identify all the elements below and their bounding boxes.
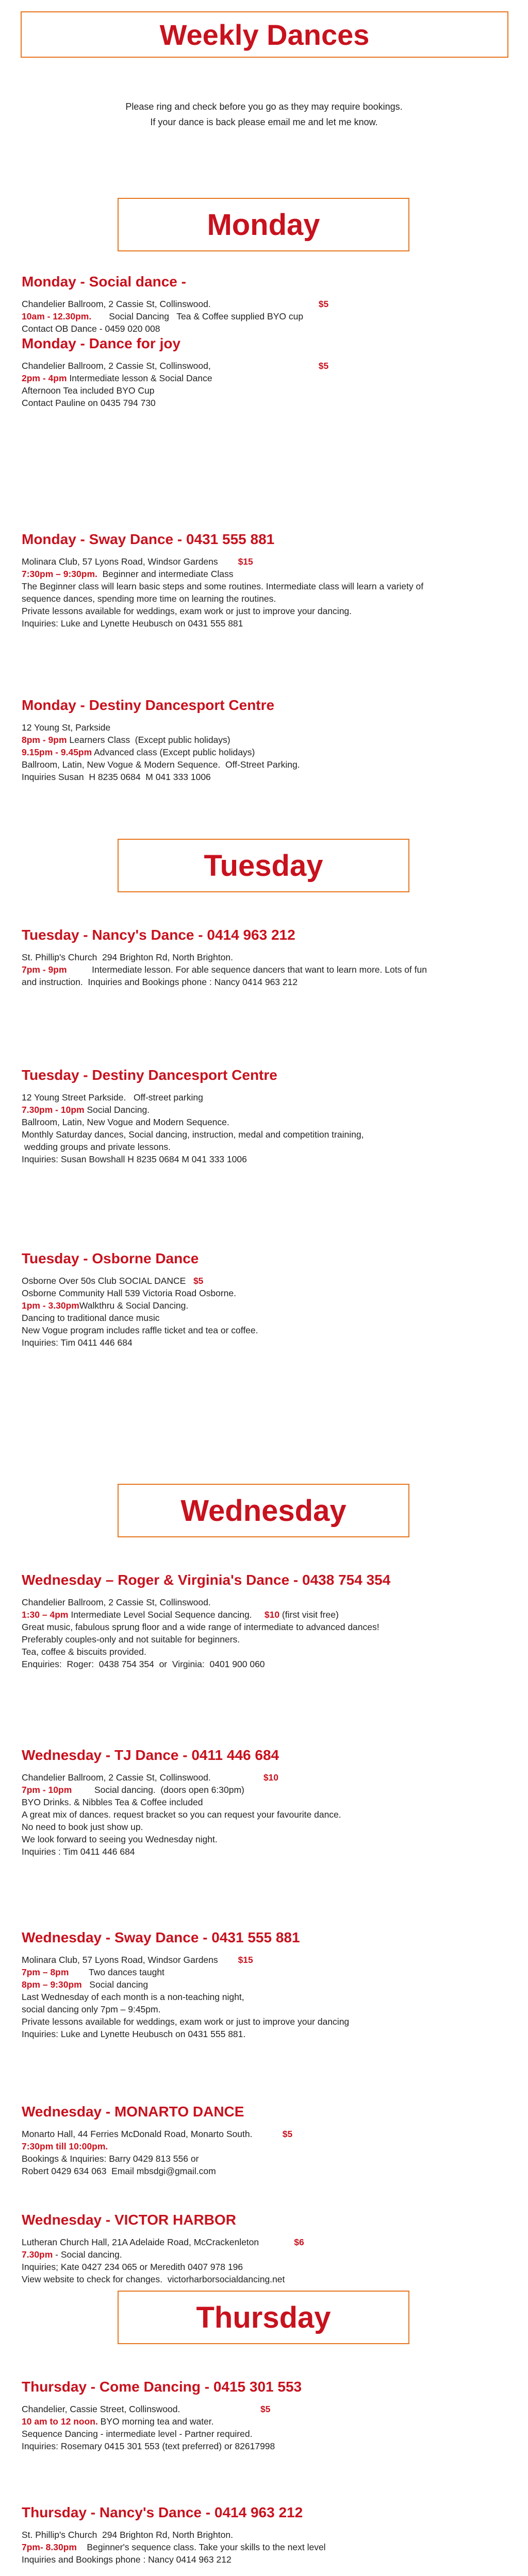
dance-detail-line [22, 721, 517, 734]
detail-text: Inquiries: Susan Bowshall H 8235 0684 M 041 333 1006 [22, 1154, 247, 1164]
detail-text: We look forward to seeing you Wednesday night. [22, 1834, 218, 1844]
detail-text: Monarto Hall, 44 Ferries McDonald Road, Monarto South. [22, 2129, 283, 2139]
highlight-text: $15 [238, 556, 253, 567]
highlight-text: $5 [260, 2404, 271, 2414]
highlight-text: 9.15pm - 9.45pm [22, 747, 92, 757]
dance-entry [22, 2211, 517, 2285]
dance-detail-line [22, 2003, 517, 2015]
dance-detail-line [22, 2128, 517, 2140]
highlight-text: 10am - 12.30pm. [22, 311, 92, 321]
dance-detail-line [22, 2428, 517, 2440]
dance-detail-line [22, 1966, 517, 1978]
highlight-text: 7pm – 8pm [22, 1967, 69, 1977]
dance-detail-line [22, 1141, 517, 1153]
dance-detail-line [22, 1621, 517, 1633]
day-heading: Thursday [196, 2300, 331, 2334]
dance-detail-line [22, 298, 517, 310]
detail-text: Inquiries : Tim 0411 446 684 [22, 1846, 135, 1857]
highlight-text: 7pm - 10pm [22, 1785, 72, 1795]
dance-detail-line [22, 2403, 517, 2415]
detail-text: Ballroom, Latin, New Vogue & Modern Sequence. Off-Street Parking. [22, 759, 300, 770]
dance-title: Monday - Dance for joy [22, 335, 181, 351]
detail-text: Great music, fabulous sprung floor and a wide range of intermediate to advanced dances! [22, 1622, 380, 1632]
dance-title: Tuesday - Osborne Dance [22, 1250, 199, 1266]
highlight-text: $5 [193, 1276, 204, 1286]
intro-text [0, 99, 528, 130]
dance-entry [22, 1066, 517, 1165]
dance-detail-line [22, 605, 517, 617]
detail-text: Social Dancing. [84, 1105, 150, 1115]
dance-detail-line [22, 1845, 517, 1858]
dance-detail-line [22, 592, 517, 605]
dance-detail-line [22, 951, 517, 963]
detail-text: Two dances taught [69, 1967, 164, 1977]
detail-text: View website to check for changes. victorharborsocialdancing.net [22, 2274, 285, 2284]
day-heading: Wednesday [180, 1494, 346, 1528]
detail-text: Molinara Club, 57 Lyons Road, Windsor Gardens [22, 1955, 238, 1965]
dance-detail-line [22, 323, 517, 335]
detail-text: Robert 0429 634 063 Email mbsdgi@gmail.com [22, 2166, 216, 2176]
dance-detail-line [22, 2529, 517, 2541]
dance-detail-line [22, 2440, 517, 2452]
highlight-text: 10 am to 12 noon. [22, 2416, 98, 2427]
highlight-text: $6 [294, 2237, 304, 2247]
dance-detail-line [22, 734, 517, 746]
detail-text: New Vogue program includes raffle ticket and tea or coffee. [22, 1325, 258, 1335]
dance-detail-line [22, 1808, 517, 1821]
dance-entry [22, 2378, 517, 2452]
detail-text: BYO morning tea and water. [97, 2416, 214, 2427]
dance-detail-line [22, 384, 517, 397]
detail-text: Bookings & Inquiries: Barry 0429 813 556 or [22, 2154, 199, 2164]
dance-detail-line [22, 397, 517, 409]
highlight-text: 1:30 – 4pm [22, 1609, 69, 1620]
dance-detail-line [22, 1978, 517, 1991]
dance-entry [22, 273, 517, 335]
detail-text: Contact Pauline on 0435 794 730 [22, 398, 156, 408]
day-banner-thursday [118, 2291, 409, 2344]
dance-detail-line [22, 1596, 517, 1608]
dance-entry [22, 335, 517, 409]
highlight-text: 7.30pm - 10pm [22, 1105, 85, 1115]
detail-text: St. Phillip's Church 294 Brighton Rd, North Brighton. [22, 952, 233, 962]
dance-detail-line [22, 1336, 517, 1349]
highlight-text: 8pm - 9pm [22, 735, 67, 745]
dance-detail-line [22, 568, 517, 580]
dance-detail-line [22, 1116, 517, 1128]
detail-text: No need to book just show up. [22, 1822, 143, 1832]
dance-detail-line [22, 976, 517, 988]
detail-text: Learners Class (Except public holidays) [67, 735, 230, 745]
dance-detail-line [22, 1091, 517, 1104]
day-banner-tuesday [118, 839, 409, 892]
dance-title: Wednesday – Roger & Virginia's Dance - 0438 754 354 [22, 1572, 391, 1588]
detail-text: Sequence Dancing - intermediate level - Partner required. [22, 2429, 253, 2439]
intro-line-1: Please ring and check before you go as they may require bookings. [125, 101, 403, 112]
dance-detail-line [22, 1275, 517, 1287]
dance-title: Thursday - Come Dancing - 0415 301 553 [22, 2379, 302, 2395]
dance-detail-line [22, 2028, 517, 2040]
dance-detail-line [22, 1104, 517, 1116]
dance-detail-line [22, 580, 517, 592]
detail-text: Chandelier Ballroom, 2 Cassie St, Collinswood. [22, 299, 319, 309]
dance-detail-line [22, 1153, 517, 1165]
dance-entry [22, 2504, 517, 2566]
dance-detail-line [22, 617, 517, 630]
detail-text: 12 Young Street Parkside. Off-street parking [22, 1092, 203, 1103]
dance-detail-line [22, 2261, 517, 2273]
dance-title: Monday - Sway Dance - 0431 555 881 [22, 531, 275, 547]
dance-entry [22, 1929, 517, 2040]
highlight-text: 7pm - 9pm [22, 964, 67, 975]
day-heading: Tuesday [204, 849, 323, 883]
detail-text: Private lessons available for weddings, exam work or just to improve your dancing [22, 2016, 350, 2027]
dance-detail-line [22, 1324, 517, 1336]
highlight-text: 7:30pm till 10:00pm. [22, 2141, 108, 2151]
highlight-text: $10 [263, 1772, 279, 1783]
dance-detail-line [22, 1287, 517, 1299]
detail-text: Beginner and intermediate Class [97, 569, 234, 579]
detail-text: Inquiries: Rosemary 0415 301 553 (text preferred) or 82617998 [22, 2441, 275, 2451]
detail-text: (first visit free) [279, 1609, 339, 1620]
dance-detail-line [22, 2153, 517, 2165]
dance-detail-line [22, 2553, 517, 2566]
detail-text: 12 Young St, Parkside [22, 722, 111, 733]
detail-text: Inquiries and Bookings phone : Nancy 0414 963 212 [22, 2554, 232, 2565]
dance-detail-line [22, 2165, 517, 2177]
dance-detail-line [22, 758, 517, 771]
detail-text: Private lessons available for weddings, exam work or just to improve your dancing. [22, 606, 352, 616]
dance-detail-line [22, 1633, 517, 1646]
dance-detail-line [22, 310, 517, 323]
highlight-text: 7:30pm – 9:30pm. [22, 569, 97, 579]
day-banner-monday [118, 198, 409, 251]
dance-detail-line [22, 1796, 517, 1808]
highlight-text: $15 [238, 1955, 253, 1965]
detail-text: Lutheran Church Hall, 21A Adelaide Road, McCrackenleton [22, 2237, 294, 2247]
dance-detail-line [22, 1833, 517, 1845]
detail-text: The Beginner class will learn basic steps and some routines. Intermediate class will learn a variety of [22, 581, 424, 591]
day-banner-wednesday [118, 1484, 409, 1537]
detail-text: Intermediate Level Social Sequence dancing. [68, 1609, 265, 1620]
detail-text: wedding groups and private lessons. [22, 1142, 171, 1152]
dance-detail-line [22, 1991, 517, 2003]
highlight-text: 7.30pm [22, 2249, 53, 2260]
detail-text: Inquiries Susan H 8235 0684 M 041 333 1006 [22, 772, 211, 782]
dance-detail-line [22, 1312, 517, 1324]
detail-text: Intermediate lesson. For able sequence dancers that want to learn more. Lots of fun [67, 964, 427, 975]
dance-detail-line [22, 1954, 517, 1966]
dance-detail-line [22, 2140, 517, 2153]
dance-entry [22, 926, 517, 988]
dance-title: Thursday - Nancy's Dance - 0414 963 212 [22, 2504, 303, 2520]
detail-text: Afternoon Tea included BYO Cup [22, 385, 155, 396]
detail-text: Ballroom, Latin, New Vogue and Modern Sequence. [22, 1117, 229, 1127]
detail-text: BYO Drinks. & Nibbles Tea & Coffee included [22, 1797, 203, 1807]
detail-text: Intermediate lesson & Social Dance [67, 373, 212, 383]
detail-text: and instruction. Inquiries and Bookings phone : Nancy 0414 963 212 [22, 977, 298, 987]
intro-line-2: If your dance is back please email me and let me know. [150, 117, 378, 127]
highlight-text: $10 [264, 1609, 280, 1620]
detail-text: Monthly Saturday dances, Social dancing, instruction, medal and competition training, [22, 1129, 364, 1140]
dance-detail-line [22, 771, 517, 783]
page-title: Weekly Dances [159, 18, 370, 51]
dance-detail-line [22, 555, 517, 568]
dance-title: Tuesday - Nancy's Dance - 0414 963 212 [22, 927, 295, 943]
highlight-text: 2pm - 4pm [22, 373, 67, 383]
day-heading: Monday [207, 208, 320, 242]
dance-title: Wednesday - VICTOR HARBOR [22, 2212, 236, 2228]
highlight-text: 7pm- 8.30pm [22, 2542, 77, 2552]
detail-text: Chandelier Ballroom, 2 Cassie St, Collinswood. [22, 1772, 263, 1783]
highlight-text: 8pm – 9:30pm [22, 1979, 82, 1990]
dance-detail-line [22, 1784, 517, 1796]
dance-title: Monday - Social dance - [22, 274, 186, 290]
dance-detail-line [22, 372, 517, 384]
detail-text: sequence dances, spending more time on learning the routines. [22, 594, 276, 604]
detail-text: Advanced class (Except public holidays) [92, 747, 255, 757]
detail-text: Chandelier Ballroom, 2 Cassie St, Collinswood, [22, 361, 319, 371]
detail-text: Social dancing. (doors open 6:30pm) [72, 1785, 244, 1795]
detail-text: St. Phillip's Church 294 Brighton Rd, North Brighton. [22, 2530, 233, 2540]
detail-text: Inquiries: Tim 0411 446 684 [22, 1337, 133, 1348]
detail-text: Chandelier, Cassie Street, Collinswood. [22, 2404, 260, 2414]
detail-text: Walkthru & Social Dancing. [79, 1300, 189, 1311]
dance-detail-line [22, 2541, 517, 2553]
detail-text: social dancing only 7pm – 9:45pm. [22, 2004, 161, 2014]
dance-title: Tuesday - Destiny Dancesport Centre [22, 1067, 277, 1083]
dance-detail-line [22, 2236, 517, 2248]
detail-text: - Social dancing. [53, 2249, 122, 2260]
detail-text: Tea, coffee & biscuits provided. [22, 1647, 146, 1657]
detail-text: Dancing to traditional dance music [22, 1313, 160, 1323]
detail-text: Social dancing [81, 1979, 148, 1990]
page-title-banner [21, 11, 508, 58]
dance-detail-line [22, 1608, 517, 1621]
detail-text: Osborne Over 50s Club SOCIAL DANCE [22, 1276, 193, 1286]
detail-text: Osborne Community Hall 539 Victoria Road Osborne. [22, 1288, 236, 1298]
detail-text: Enquiries: Roger: 0438 754 354 or Virginia: 0401 900 060 [22, 1659, 265, 1669]
dance-detail-line [22, 1299, 517, 1312]
dance-detail-line [22, 1646, 517, 1658]
highlight-text: 1pm - 3.30pm [22, 1300, 79, 1311]
dance-detail-line [22, 1771, 517, 1784]
detail-text: Beginner's sequence class. Take your skills to the next level [76, 2542, 326, 2552]
dance-detail-line [22, 1128, 517, 1141]
highlight-text: $5 [318, 299, 329, 309]
detail-text: A great mix of dances. request bracket so you can request your favourite dance. [22, 1809, 341, 1820]
detail-text: Preferably couples-only and not suitable for beginners. [22, 1634, 240, 1645]
dance-title: Wednesday - TJ Dance - 0411 446 684 [22, 1747, 279, 1763]
detail-text: Molinara Club, 57 Lyons Road, Windsor Gardens [22, 556, 238, 567]
detail-text: Social Dancing Tea & Coffee supplied BYO cup [91, 311, 304, 321]
dance-detail-line [22, 2248, 517, 2261]
dance-entry [22, 1571, 517, 1670]
dance-entry [22, 1250, 517, 1349]
detail-text: Inquiries: Luke and Lynette Heubusch on 0431 555 881 [22, 618, 243, 629]
dance-detail-line [22, 1658, 517, 1670]
dance-detail-line [22, 2273, 517, 2285]
dance-detail-line [22, 2415, 517, 2428]
dance-detail-line [22, 360, 517, 372]
dance-entry [22, 531, 517, 630]
detail-text: Last Wednesday of each month is a non-teaching night, [22, 1992, 244, 2002]
highlight-text: $5 [318, 361, 329, 371]
dance-detail-line [22, 1821, 517, 1833]
detail-text: Inquiries; Kate 0427 234 065 or Meredith 0407 978 196 [22, 2262, 243, 2272]
dance-title: Wednesday - Sway Dance - 0431 555 881 [22, 1929, 300, 1945]
detail-text: Contact OB Dance - 0459 020 008 [22, 324, 160, 334]
highlight-text: $5 [282, 2129, 293, 2139]
detail-text: Inquiries: Luke and Lynette Heubusch on 0431 555 881. [22, 2029, 246, 2039]
dance-detail-line [22, 963, 517, 976]
dance-detail-line [22, 746, 517, 758]
detail-text: Chandelier Ballroom, 2 Cassie St, Collinswood. [22, 1597, 211, 1607]
dance-detail-line [22, 2015, 517, 2028]
dance-entry [22, 697, 517, 783]
dance-title: Monday - Destiny Dancesport Centre [22, 697, 275, 713]
dance-title: Wednesday - MONARTO DANCE [22, 2104, 244, 2120]
dance-entry [22, 1747, 517, 1858]
dance-entry [22, 2103, 517, 2177]
